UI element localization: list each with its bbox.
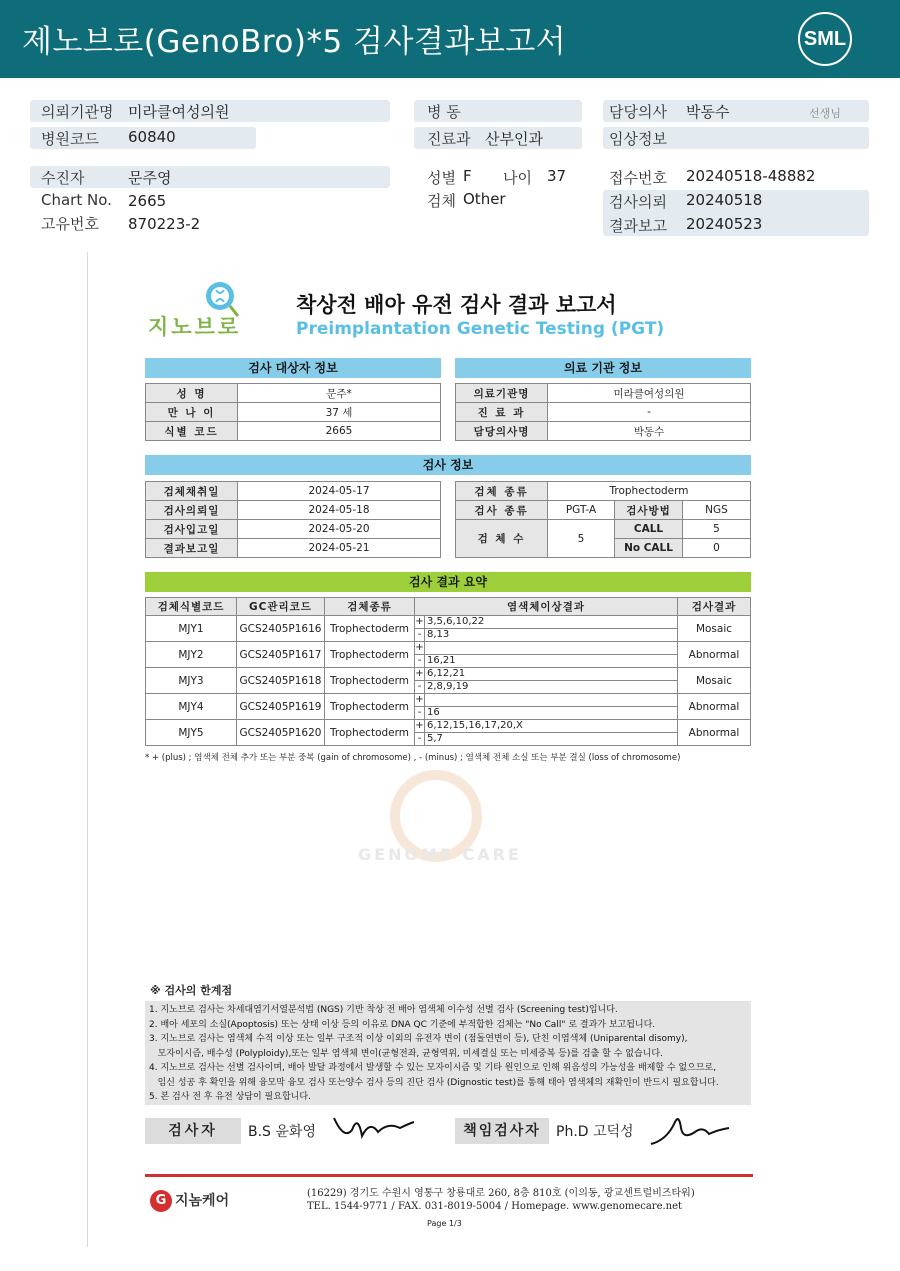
- limitation-line: 3. 지노브로 검사는 염색체 수적 이상 또는 일부 구조적 이상 이외의 유전자 변이 (점돌연변이 등), 단친 이염색체 (Uniparental disomy),: [149, 1034, 688, 1044]
- chrom-result: [415, 720, 678, 746]
- limitations-box: [145, 1001, 751, 1105]
- loss-chromosomes: 16,21: [427, 654, 456, 666]
- sample-id: MJY2: [146, 642, 237, 668]
- chief-signature-icon: [645, 1110, 733, 1150]
- report-subtitle: Preimplantation Genetic Testing (PGT): [296, 319, 665, 339]
- chrom-result: [415, 694, 678, 720]
- col-gc-code: GC관리코드: [237, 598, 325, 616]
- company-name: 지놈케어: [175, 1193, 230, 1209]
- page-number: Page 1/3: [427, 1219, 462, 1228]
- summary-footnote: * + (plus) ; 염색체 전체 추가 또는 부분 중복 (gain of chromosome) , - (minus) ; 염색체 전체 소실 또는 부분 결실 (loss of chromosome): [145, 753, 681, 763]
- table-row: [456, 501, 751, 520]
- specimen-type: Trophectoderm: [325, 694, 415, 720]
- limitation-line: 임신 성공 후 확인을 위해 융모막 융모 검사 또는양수 검사 등의 진단 검사 (Dignostic test)를 통해 태아 염색체의 재확인이 반드시 필요합니다.: [149, 1077, 719, 1088]
- accession-label: 접수번호: [609, 169, 667, 187]
- request-value: 20240518: [686, 191, 763, 209]
- limitation-line: 5. 본 검사 전 후 유전 상담이 필요합니다.: [149, 1092, 311, 1102]
- nocall-label: No CALL: [615, 539, 683, 558]
- gain-chromosomes: [425, 642, 427, 654]
- loss-chromosomes: 8,13: [427, 628, 450, 640]
- plus-sign: +: [415, 642, 424, 653]
- plus-sign: +: [415, 694, 424, 705]
- request-date-label: 검사의뢰일: [146, 501, 238, 520]
- limitations-title: ※ 검사의 한계점: [150, 984, 233, 997]
- specimen-label: 검체: [427, 192, 456, 210]
- inst-name-value: 미라클여성의원: [548, 384, 751, 403]
- table-row: [146, 616, 751, 642]
- specimen-type-value: Trophectoderm: [548, 482, 751, 501]
- uid-label: 고유번호: [41, 215, 99, 233]
- table-row: [146, 694, 751, 720]
- col-sample-id: 검체식별코드: [146, 598, 237, 616]
- gc-code: GCS2405P1617: [237, 642, 325, 668]
- accession-value: 20240518-48882: [686, 167, 816, 185]
- subject-info-header: 검사 대상자 정보: [145, 358, 441, 378]
- collect-date-value: 2024-05-17: [238, 482, 441, 501]
- sample-id: MJY3: [146, 668, 237, 694]
- inst-name-label: 의료기관명: [456, 384, 548, 403]
- minus-sign: -: [415, 707, 425, 720]
- col-specimen-type: 검체종류: [325, 598, 415, 616]
- sample-id: MJY4: [146, 694, 237, 720]
- gain-chromosomes: 6,12,21: [427, 668, 466, 679]
- plus-sign: +: [415, 668, 424, 679]
- examiner-name: B.S 윤화영: [248, 1124, 316, 1140]
- company-contact: TEL. 1544-9771 / FAX. 031-8019-5004 / Homepage. www.genomecare.net: [307, 1201, 683, 1212]
- col-chrom-result: 염색체이상결과: [415, 598, 678, 616]
- gain-chromosomes: 3,5,6,10,22: [427, 616, 485, 627]
- call-value: 5: [683, 520, 751, 539]
- table-row: [456, 403, 751, 422]
- test-result: Abnormal: [678, 642, 751, 668]
- receive-date-label: 검사입고일: [146, 520, 238, 539]
- test-result: Abnormal: [678, 694, 751, 720]
- table-row: [456, 422, 751, 441]
- footer-divider: [145, 1174, 753, 1177]
- specimen-type: Trophectoderm: [325, 668, 415, 694]
- test-dates-table: [145, 481, 441, 558]
- watermark-text: GENOME CARE: [358, 845, 522, 864]
- doctor-value: 박동수: [686, 103, 730, 121]
- inst-doctor-value: 박동수: [548, 422, 751, 441]
- examiner-label: 검사자: [145, 1118, 241, 1144]
- summary-header-row: [146, 598, 751, 616]
- chart-label: Chart No.: [41, 191, 112, 209]
- specimen-type: Trophectoderm: [325, 616, 415, 642]
- chrom-result: [415, 642, 678, 668]
- document-frame-line: [87, 252, 88, 1247]
- collect-date-label: 검체채취일: [146, 482, 238, 501]
- genomecare-logo-icon: G: [150, 1190, 172, 1212]
- limitation-line: 2. 배아 세포의 소실(Apoptosis) 또는 상태 이상 등의 이유로 DNA QC 기준에 부적합한 검체는 "No Call" 로 결과가 보고됩니다.: [149, 1019, 656, 1030]
- result-date-value: 2024-05-21: [238, 539, 441, 558]
- doctor-suffix: 선생님: [809, 107, 841, 120]
- gc-code: GCS2405P1620: [237, 720, 325, 746]
- report-header-title: 제노브로(GenoBro)*5 검사결과보고서: [22, 24, 567, 60]
- gc-code: GCS2405P1616: [237, 616, 325, 642]
- count-label: 검 체 수: [456, 520, 548, 558]
- minus-sign: -: [415, 681, 425, 694]
- examiner-signature-icon: [330, 1110, 418, 1146]
- table-row: [146, 501, 441, 520]
- uid-value: 870223-2: [128, 215, 201, 233]
- age-label: 나이: [503, 169, 532, 187]
- hosp-code-value: 60840: [128, 128, 176, 146]
- gain-chromosomes: 6,12,15,16,17,20,X: [427, 720, 523, 731]
- chrom-result: [415, 616, 678, 642]
- org-label: 의뢰기관명: [41, 103, 114, 121]
- minus-sign: -: [415, 629, 425, 642]
- subject-info-table: [145, 383, 441, 441]
- table-row: [146, 384, 441, 403]
- specimen-type-label: 검체 종류: [456, 482, 548, 501]
- sample-id: MJY1: [146, 616, 237, 642]
- company-address: (16229) 경기도 수원시 영통구 창룡대로 260, 8층 810호 (이의동, 광교센트럴비즈타워): [307, 1188, 695, 1199]
- test-result: Mosaic: [678, 616, 751, 642]
- count-value: 5: [548, 520, 615, 558]
- minus-sign: -: [415, 655, 425, 668]
- chart-value: 2665: [128, 192, 167, 210]
- table-row: [146, 403, 441, 422]
- test-result: Abnormal: [678, 720, 751, 746]
- sex-label: 성별: [427, 169, 456, 187]
- clinical-label: 임상정보: [609, 130, 667, 148]
- table-row: [146, 642, 751, 668]
- request-date-value: 2024-05-18: [238, 501, 441, 520]
- limitation-line: 4. 지노브로 검사는 선별 검사이며, 배아 발달 과정에서 발생할 수 있는 모자이시즘 및 기타 원인으로 인해 위음성의 가능성을 배제할 수 없으므로,: [149, 1063, 717, 1073]
- genomecare-logo: [150, 1190, 229, 1212]
- test-type-label: 검사 종류: [456, 501, 548, 520]
- name-value: 문주영: [128, 169, 172, 187]
- result-date-label: 결과보고일: [146, 539, 238, 558]
- gc-code: GCS2405P1619: [237, 694, 325, 720]
- report-title: 착상전 배아 유전 검사 결과 보고서: [296, 293, 617, 317]
- doctor-label: 담당의사: [609, 103, 667, 121]
- chief-label: 책임검사자: [455, 1118, 549, 1144]
- hosp-code-label: 병원코드: [41, 130, 99, 148]
- test-details-table: [455, 481, 751, 558]
- table-row: [146, 539, 441, 558]
- report-date-label: 결과보고: [609, 217, 667, 235]
- test-info-header: 검사 정보: [145, 455, 751, 475]
- subject-age-value: 37 세: [238, 403, 441, 422]
- inst-dept-value: -: [548, 403, 751, 422]
- sample-id: MJY5: [146, 720, 237, 746]
- plus-sign: +: [415, 720, 424, 731]
- table-row: [146, 668, 751, 694]
- specimen-value: Other: [463, 190, 506, 208]
- nocall-value: 0: [683, 539, 751, 558]
- table-row: [146, 520, 441, 539]
- dept-value: 산부인과: [485, 130, 543, 148]
- subject-id-value: 2665: [238, 422, 441, 441]
- loss-chromosomes: 16: [427, 706, 440, 718]
- summary-table: [145, 597, 751, 746]
- loss-chromosomes: 5,7: [427, 732, 443, 744]
- inst-doctor-label: 담당의사명: [456, 422, 548, 441]
- table-row: [146, 482, 441, 501]
- specimen-type: Trophectoderm: [325, 642, 415, 668]
- sex-value: F: [463, 167, 472, 185]
- table-row: [456, 520, 751, 539]
- chief-name: Ph.D 고덕성: [556, 1124, 634, 1140]
- col-result: 검사결과: [678, 598, 751, 616]
- footer-address-block: [307, 1187, 695, 1213]
- loss-chromosomes: 2,8,9,19: [427, 680, 469, 692]
- dept-label: 진료과: [427, 130, 471, 148]
- chrom-result: [415, 668, 678, 694]
- specimen-type: Trophectoderm: [325, 720, 415, 746]
- method-label: 검사방법: [615, 501, 683, 520]
- name-label: 수진자: [41, 169, 85, 187]
- subject-name-label: 성 명: [146, 384, 238, 403]
- gc-code: GCS2405P1618: [237, 668, 325, 694]
- genobro-logo-text: 지노브로: [148, 315, 242, 339]
- inst-dept-label: 진 료 과: [456, 403, 548, 422]
- subject-id-label: 식별 코드: [146, 422, 238, 441]
- table-row: [146, 720, 751, 746]
- request-label: 검사의뢰: [609, 193, 667, 211]
- report-date-value: 20240523: [686, 215, 763, 233]
- test-type-value: PGT-A: [548, 501, 615, 520]
- subject-age-label: 만 나 이: [146, 403, 238, 422]
- plus-sign: +: [415, 616, 424, 627]
- gain-chromosomes: [425, 694, 427, 706]
- subject-name-value: 문주*: [238, 384, 441, 403]
- limitation-line: 모자이시즘, 배수성 (Polyploidy),또는 일부 염색체 변이(균형전좌, 균형역위, 미세결실 또는 미세중복 등)를 검출 할 수 없습니다.: [149, 1048, 663, 1059]
- table-row: [456, 482, 751, 501]
- limitation-line: 1. 지노브로 검사는 차세대염기서열분석법 (NGS) 기반 착상 전 배아 염색체 이수성 선별 검사 (Screening test)입니다.: [149, 1005, 618, 1015]
- receive-date-value: 2024-05-20: [238, 520, 441, 539]
- age-value: 37: [547, 167, 567, 185]
- ward-label: 병 동: [427, 103, 461, 121]
- sml-logo-icon: SML: [798, 12, 852, 66]
- method-value: NGS: [683, 501, 751, 520]
- table-row: [146, 422, 441, 441]
- institution-info-table: [455, 383, 751, 441]
- minus-sign: -: [415, 733, 425, 746]
- test-result: Mosaic: [678, 668, 751, 694]
- call-label: CALL: [615, 520, 683, 539]
- org-value: 미라클여성의원: [128, 103, 230, 121]
- institution-info-header: 의료 기관 정보: [455, 358, 751, 378]
- table-row: [456, 384, 751, 403]
- summary-header: 검사 결과 요약: [145, 572, 751, 592]
